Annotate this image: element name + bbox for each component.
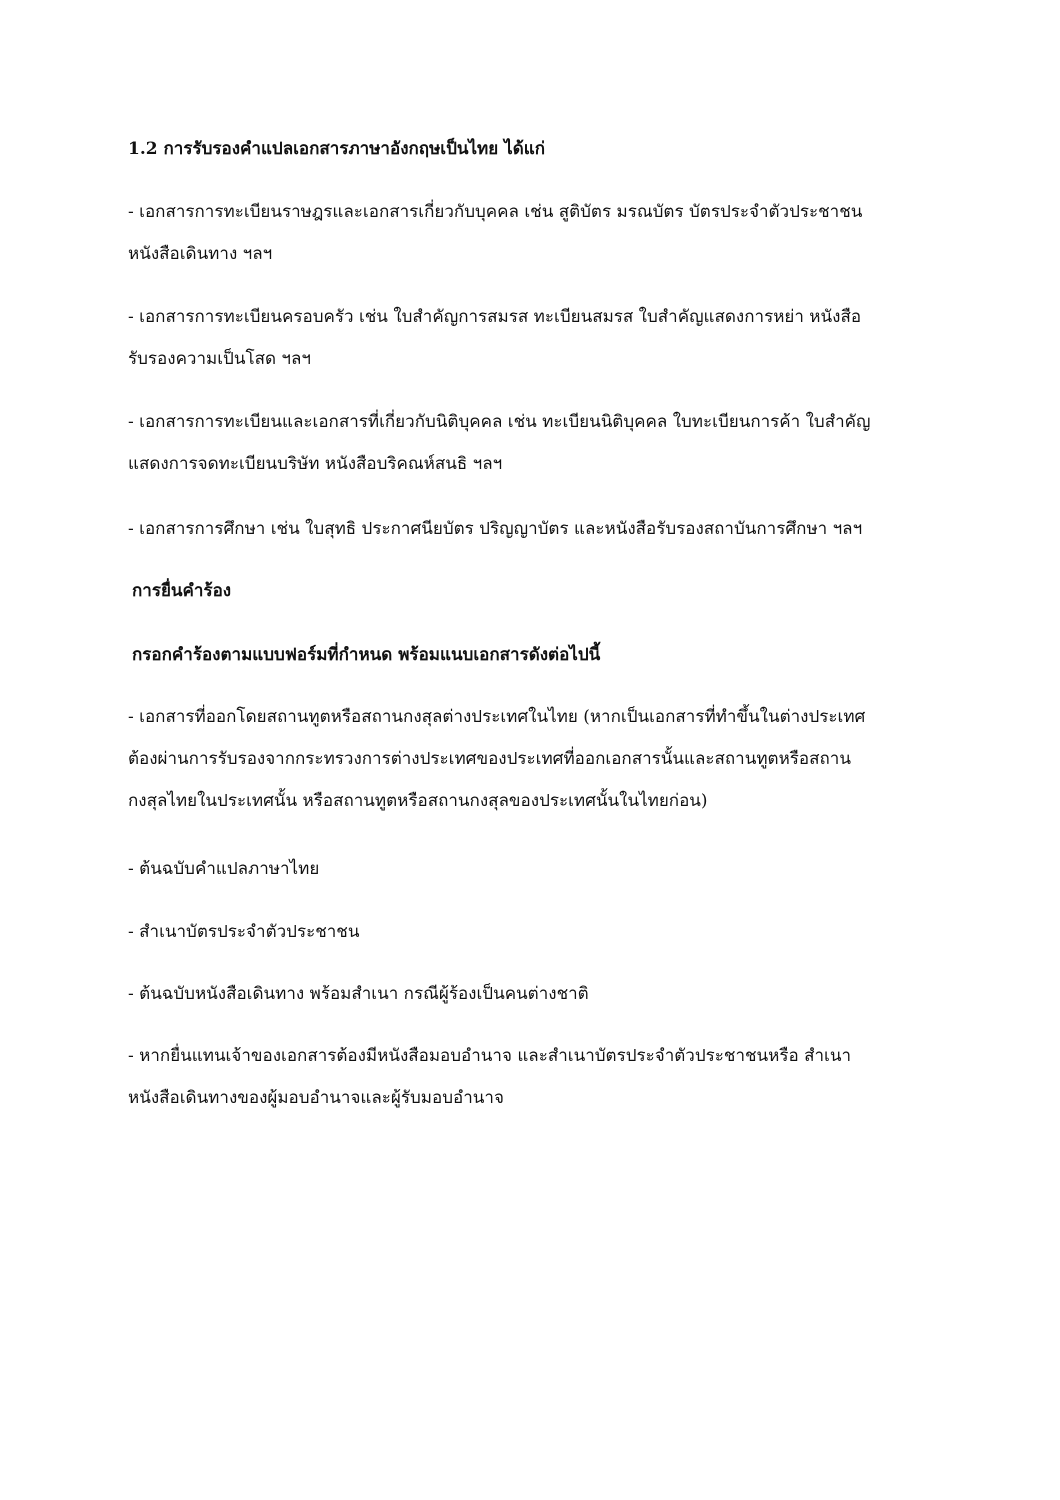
list-item-line: - ต้นฉบับคำแปลภาษาไทย [128,859,320,879]
list-item-line: - ต้นฉบับหนังสือเดินทาง พร้อมสำเนา กรณีผู้ร้องเป็นคนต่างชาติ [128,984,589,1004]
list-item [128,911,928,953]
list-item-line: แสดงการจดทะเบียนบริษัท หนังสือบริคณห์สนธิ ฯลฯ [128,454,503,474]
list-item-line: หนังสือเดินทางของผู้มอบอำนาจและผู้รับมอบอำนาจ [128,1088,504,1108]
list-item-line: ต้องผ่านการรับรองจากกระทรวงการต่างประเทศของประเทศที่ออกเอกสารนั้นและสถานทูตหรือสถาน [128,749,851,769]
list-item [128,191,928,275]
list-item-line: - เอกสารที่ออกโดยสถานทูตหรือสถานกงสุลต่างประเทศในไทย (หากเป็นเอกสารที่ทำขึ้นในต่างประเทศ [128,707,866,727]
list-item-line: - เอกสารการทะเบียนราษฎรและเอกสารเกี่ยวกับบุคคล เช่น สูติบัตร มรณบัตร บัตรประจำตัวประชาชน [128,202,863,222]
section-title [128,570,928,612]
section-subtitle-text: กรอกคำร้องตามแบบฟอร์มที่กำหนด พร้อมแนบเอกสารดังต่อไปนี้ [132,645,601,665]
list-item-line: หนังสือเดินทาง ฯลฯ [128,244,273,264]
section-subtitle [128,634,928,676]
list-item [128,296,928,380]
list-item [128,508,928,550]
list-item-line: - สำเนาบัตรประจำตัวประชาชน [128,922,360,942]
list-item-line: - หากยื่นแทนเจ้าของเอกสารต้องมีหนังสือมอบอำนาจ และสำเนาบัตรประจำตัวประชาชนหรือ สำเนา [128,1046,851,1066]
list-item-line: กงสุลไทยในประเทศนั้น หรือสถานทูตหรือสถานกงสุลของประเทศนั้นในไทยก่อน) [128,791,708,811]
section-title-text: การยื่นคำร้อง [132,581,232,601]
list-item [128,1035,928,1119]
section-heading [128,128,928,170]
list-item-line: - เอกสารการศึกษา เช่น ใบสุทธิ ประกาศนียบัตร ปริญญาบัตร และหนังสือรับรองสถาบันการศึกษา ฯลฯ [128,519,863,539]
list-item-line: - เอกสารการทะเบียนครอบครัว เช่น ใบสำคัญการสมรส ทะเบียนสมรส ใบสำคัญแสดงการหย่า หนังสือ [128,307,862,327]
list-item [128,696,928,822]
list-item-line: รับรองความเป็นโสด ฯลฯ [128,349,311,369]
list-item [128,973,928,1015]
list-item [128,848,928,890]
list-item-line: - เอกสารการทะเบียนและเอกสารที่เกี่ยวกับนิติบุคคล เช่น ทะเบียนนิติบุคคล ใบทะเบียนการค้า ใบสำคัญ [128,412,871,432]
list-item [128,401,928,485]
heading-text: 1.2 การรับรองคำแปลเอกสารภาษาอังกฤษเป็นไทย ได้แก่ [128,139,545,159]
